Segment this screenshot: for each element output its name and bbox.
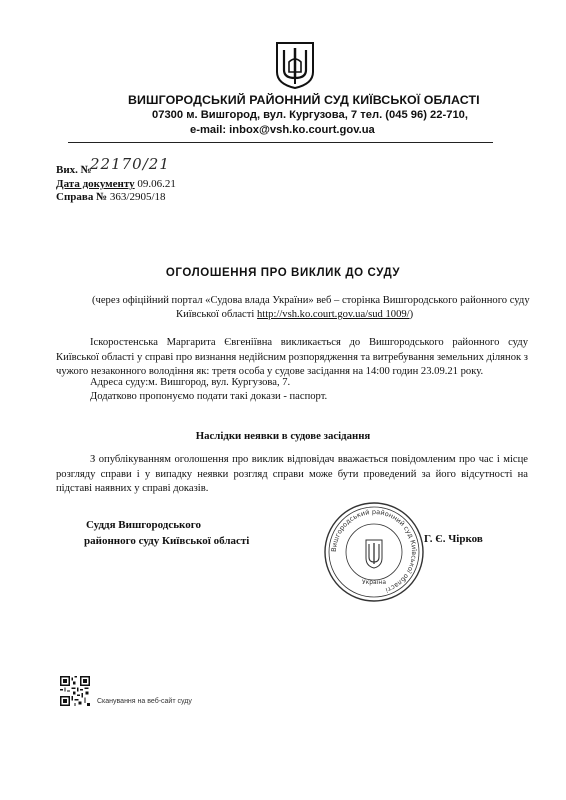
header-divider [68, 142, 493, 143]
court-email: e-mail: inbox@vsh.ko.court.gov.ua [190, 124, 375, 136]
judge-title-line1: Суддя Вишгородського [86, 519, 201, 531]
consequences-heading: Наслідки неявки в судове засідання [195, 430, 371, 442]
qr-code [60, 676, 90, 706]
judge-title-line2: районного суду Київської області [84, 535, 250, 547]
summons-paragraph: Іскоростенська Маргарита Євгеніївна викликається до Вишгородського районного суду Київської області у справі про визнання недійсним розпорядження та витребування земельних ділянок з чужого незаконного володіння як: третя особа у судове засідання на 14:00 годин 23.09.21 року. [56, 337, 528, 377]
stamp-trident-icon [366, 540, 382, 568]
portal-link[interactable]: http://vsh.ko.court.gov.ua/sud 1009/ [256, 309, 410, 320]
portal-note-line1: (через офіційний портал «Судова влада України» веб – сторінка Вишгородського районного суду [92, 295, 530, 306]
case-number-label: Справа № [56, 191, 108, 203]
court-address-line: Адреса суду:м. Вишгород, вул. Кургузова, 7. [90, 377, 291, 388]
evidence-line: Додатково пропонуємо подати такі докази - паспорт. [90, 391, 328, 402]
court-address: 07300 м. Вишгород, вул. Кургузова, 7 тел. (045 96) 22-710, [152, 109, 469, 121]
document-date-label: Дата документу [56, 178, 135, 190]
stamp-bottom-text: Україна [361, 579, 387, 586]
handwritten-number: 22170/21 [90, 155, 170, 173]
notice-title: ОГОЛОШЕННЯ ПРО ВИКЛИК ДО СУДУ [165, 267, 401, 279]
document-date [56, 178, 176, 190]
court-name: ВИШГОРОДСЬКИЙ РАЙОННИЙ СУД КИЇВСЬКОЇ ОБЛАСТІ [128, 93, 480, 107]
case-number [56, 191, 166, 203]
qr-caption: Сканування на веб-сайт суду [97, 698, 192, 705]
outgoing-number [56, 164, 92, 176]
outgoing-number-label: Вих. № [56, 164, 92, 176]
portal-note-end: ) [409, 309, 414, 320]
coat-of-arms-icon [273, 40, 317, 90]
case-number-value: 363/2905/18 [109, 191, 166, 203]
portal-note-text: Київської області [176, 309, 257, 320]
consequences-paragraph: З опублікуванням оголошення про виклик відповідач вважається повідомленим про час і місце розгляду справи і у випадку неявки розгляд справи може бути проведений за його відсутності на підставі наявних у справі доказів. [56, 454, 528, 494]
document-date-value: 09.06.21 [137, 178, 176, 190]
judge-name: Г. Є. Чірков [424, 533, 483, 545]
portal-note-line2 [176, 309, 413, 320]
stamp-ring-text: Вишгородський районний суд Київської області [329, 507, 419, 595]
court-stamp [322, 500, 426, 604]
